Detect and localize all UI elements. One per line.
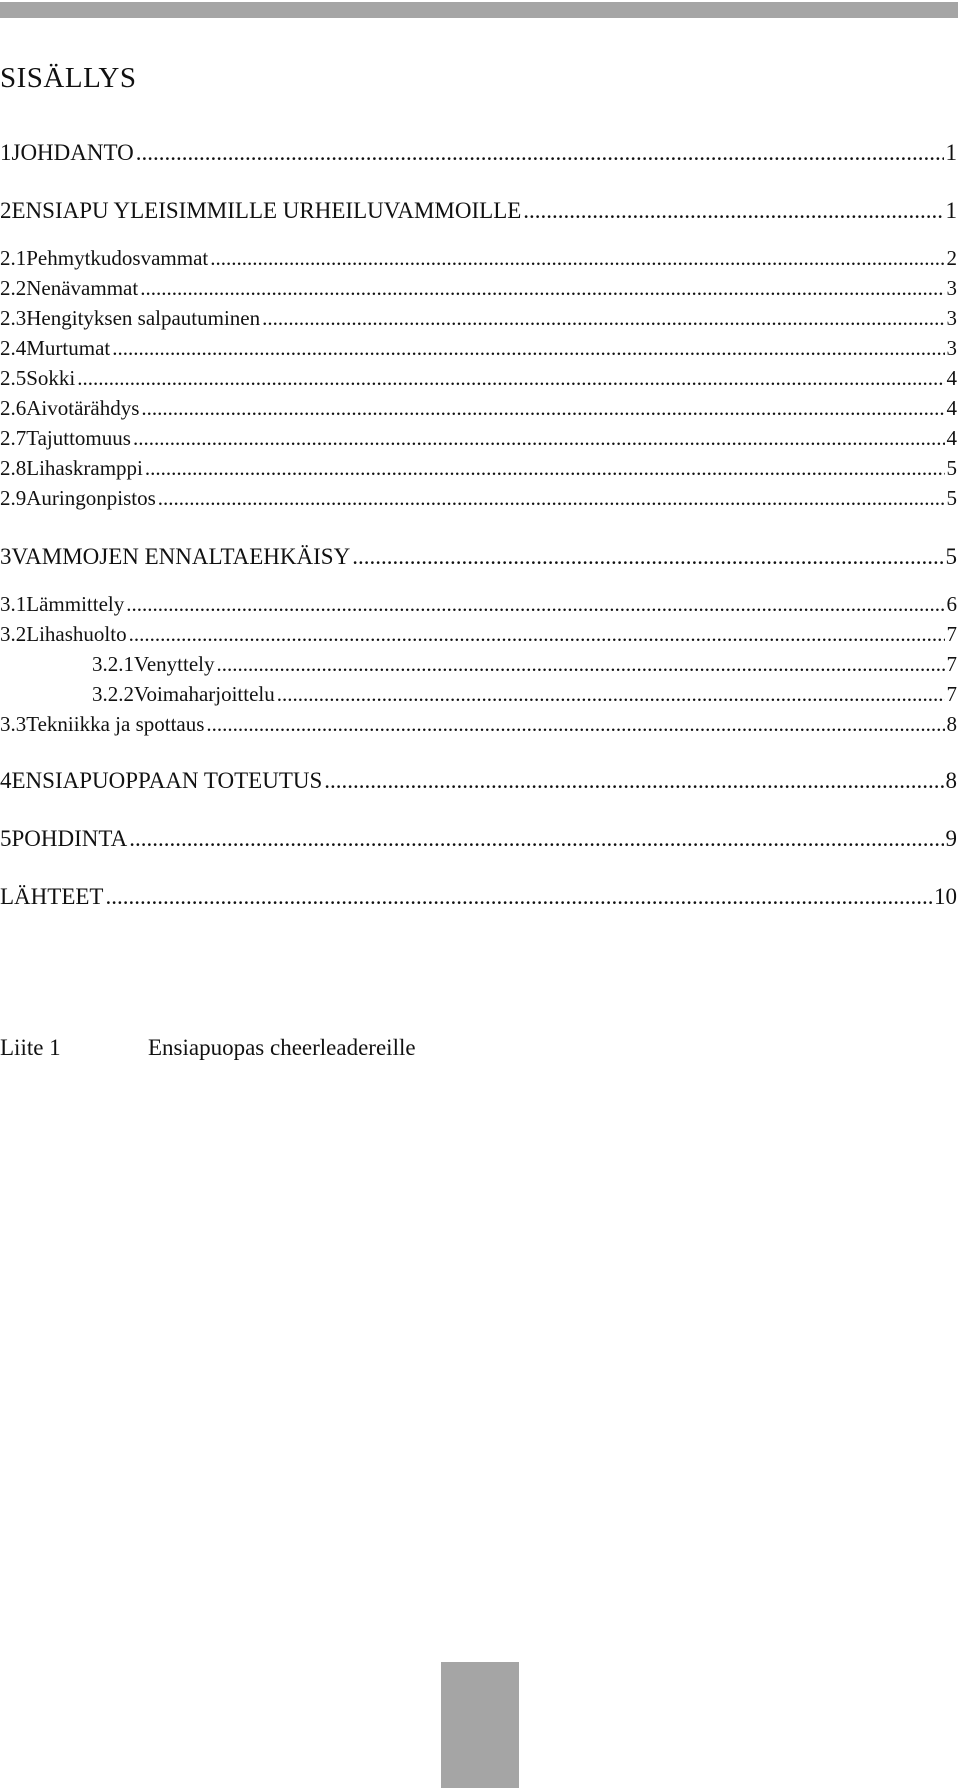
toc-entry — [0, 456, 957, 481]
toc-entry-page: 8 — [945, 768, 957, 793]
toc-entry — [0, 366, 957, 391]
toc-entry-page: 7 — [946, 622, 957, 646]
toc-entry-page: 1 — [945, 140, 957, 165]
appendix-label: Liite 1 — [0, 1035, 61, 1060]
toc-leader-dots — [126, 592, 944, 617]
toc-entry-page: 4 — [946, 396, 957, 420]
toc-entry — [0, 306, 957, 331]
toc-entry-title: ENSIAPU YLEISIMMILLE URHEILUVAMMOILLE — [11, 198, 522, 223]
toc-entry-title: VAMMOJEN ENNALTAEHKÄISY — [11, 544, 351, 569]
toc-entry-title: Venyttely — [134, 652, 215, 676]
toc-entry-number: 2.2 — [0, 276, 27, 300]
toc-entry-title: LÄHTEET — [0, 884, 104, 909]
toc-entry-title: Lämmittely — [26, 592, 125, 616]
page-title: SISÄLLYS — [0, 62, 137, 94]
toc-entry — [0, 276, 957, 301]
toc-leader-dots — [145, 456, 945, 481]
toc-entry — [0, 884, 957, 910]
toc-entry-number: 3.2 — [0, 622, 27, 646]
toc-entry-page: 8 — [946, 712, 957, 736]
toc-entry-number: 3.3 — [0, 712, 27, 736]
toc-entry — [0, 682, 957, 707]
toc-entry — [0, 246, 957, 271]
toc-leader-dots — [216, 652, 944, 677]
toc-entry-number: 2.5 — [0, 366, 27, 390]
toc-entry-title: JOHDANTO — [11, 140, 134, 165]
toc-entry-page: 4 — [946, 426, 957, 450]
toc-entry-number: 3.2.2 — [92, 682, 134, 706]
toc-leader-dots — [129, 622, 945, 647]
footer-page-marker — [441, 1662, 519, 1788]
toc-entry-title: Sokki — [26, 366, 76, 390]
toc-leader-dots — [136, 140, 944, 166]
toc-entry-title: ENSIAPUOPPAAN TOTEUTUS — [11, 768, 323, 793]
toc-entry-number: 2.7 — [0, 426, 27, 450]
toc-entry-title: Hengityksen salpautuminen — [26, 306, 261, 330]
toc-entry-page: 7 — [946, 652, 957, 676]
toc-entry-page: 2 — [946, 246, 957, 270]
toc-entry-title: Murtumat — [26, 336, 111, 360]
toc-leader-dots — [77, 366, 944, 391]
appendix-entry — [0, 1035, 416, 1061]
toc-leader-dots — [277, 682, 945, 707]
toc-entry — [0, 336, 957, 361]
toc-entry-number: 1 — [0, 140, 12, 165]
toc-entry-title: Voimaharjoittelu — [134, 682, 275, 706]
toc-entry-page: 3 — [946, 336, 957, 360]
toc-entry-number: 2.1 — [0, 246, 27, 270]
toc-entry-number: 2.8 — [0, 456, 27, 480]
toc-entry-title: Tekniikka ja spottaus — [26, 712, 205, 736]
toc-leader-dots — [352, 544, 943, 570]
toc-entry-number: 2.6 — [0, 396, 27, 420]
toc-entry-number: 2 — [0, 198, 12, 223]
toc-entry-page: 10 — [934, 884, 957, 909]
toc-leader-dots — [140, 276, 944, 301]
toc-entry — [0, 712, 957, 737]
toc-leader-dots — [112, 336, 944, 361]
toc-entry — [0, 396, 957, 421]
appendix-title: Ensiapuopas cheerleadereille — [148, 1035, 416, 1060]
toc-leader-dots — [210, 246, 944, 271]
toc-entry-page: 5 — [945, 544, 957, 569]
toc-entry-number: 3.2.1 — [92, 652, 134, 676]
toc-entry-title: Tajuttomuus — [26, 426, 131, 450]
toc-entry-page: 3 — [946, 306, 957, 330]
toc-entry — [0, 592, 957, 617]
toc-entry-page: 5 — [946, 456, 957, 480]
toc-entry-page: 5 — [946, 486, 957, 510]
toc-entry-page: 3 — [946, 276, 957, 300]
toc-leader-dots — [206, 712, 944, 737]
toc-entry-number: 2.3 — [0, 306, 27, 330]
toc-entry — [0, 486, 957, 511]
toc-entry-page: 4 — [946, 366, 957, 390]
toc-entry — [0, 652, 957, 677]
toc-entry-number: 2.4 — [0, 336, 27, 360]
toc-entry-title: Lihaskramppi — [26, 456, 143, 480]
header-rule — [0, 2, 958, 18]
toc-leader-dots — [262, 306, 944, 331]
toc-entry-number: 4 — [0, 768, 12, 793]
toc-entry-page: 1 — [945, 198, 957, 223]
toc-leader-dots — [133, 426, 945, 451]
toc-leader-dots — [141, 396, 944, 421]
toc-entry-number: 3 — [0, 544, 12, 569]
toc-entry — [0, 768, 957, 794]
toc-entry — [0, 826, 957, 852]
toc-entry — [0, 426, 957, 451]
toc-leader-dots — [324, 768, 943, 794]
toc-entry-title: Auringonpistos — [26, 486, 156, 510]
toc-entry-title: Aivotärähdys — [26, 396, 140, 420]
toc-entry-number: 2.9 — [0, 486, 27, 510]
toc-entry-number: 3.1 — [0, 592, 27, 616]
toc-entry-number: 5 — [0, 826, 12, 851]
toc-entry-page: 6 — [946, 592, 957, 616]
toc-entry-title: Lihashuolto — [26, 622, 127, 646]
toc-leader-dots — [158, 486, 945, 511]
toc-entry — [0, 544, 957, 570]
toc-entry-page: 7 — [946, 682, 957, 706]
toc-entry — [0, 140, 957, 166]
toc-entry-title: POHDINTA — [11, 826, 128, 851]
toc-leader-dots — [105, 884, 932, 910]
toc-entry-page: 9 — [945, 826, 957, 851]
toc-entry-title: Pehmytkudosvammat — [26, 246, 209, 270]
toc-leader-dots — [129, 826, 943, 852]
toc-entry-title: Nenävammat — [26, 276, 139, 300]
toc-entry — [0, 198, 957, 224]
toc-entry — [0, 622, 957, 647]
toc-leader-dots — [523, 198, 943, 224]
